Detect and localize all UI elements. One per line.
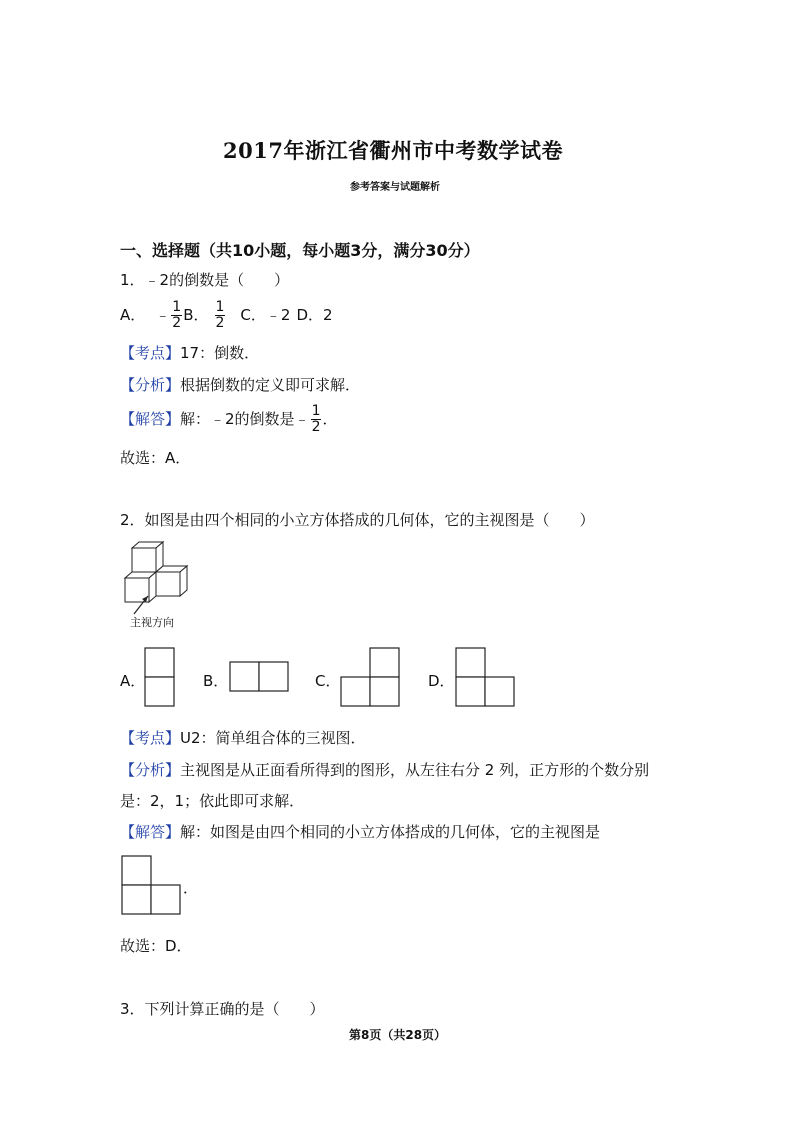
q2-figure-caption: 主视方向 — [130, 616, 174, 629]
q2-option-a-label: A． — [120, 672, 146, 690]
q2-fenxi-line2: 是：2，1；依此即可求解． — [120, 792, 305, 810]
q1-jieda-fraction: $\frac{1}{2}$ — [311, 403, 321, 435]
q1-fenxi-text: 根据倒数的定义即可求解． — [180, 376, 361, 394]
page-title: 2017年浙江省衢州市中考数学试卷 — [223, 138, 563, 163]
q3-stem: 3．下列计算正确的是（ ） — [120, 1000, 325, 1018]
q2-option-c-label: C． — [315, 672, 341, 690]
q1-answer: 故选：A． — [120, 449, 191, 467]
page-subtitle: 参考答案与试题解析 — [350, 182, 440, 193]
q2-jieda-text: 解：如图是由四个相同的小立方体搭成的几何体，它的主视图是 — [180, 823, 601, 841]
q1-kaodian-tag: 【考点】 — [120, 344, 181, 362]
q2-fenxi-tag: 【分析】 — [120, 761, 181, 779]
q2-option-c-figure — [340, 647, 402, 709]
q2-fenxi — [120, 759, 649, 780]
q2-option-d-label: D． — [428, 672, 455, 690]
q1-option-a-label: A． — [120, 306, 146, 324]
section-heading: 一、选择题（共10小题，每小题3分，满分30分） — [120, 241, 480, 260]
q1-options — [120, 297, 333, 333]
q1-fenxi-tag: 【分析】 — [120, 376, 181, 394]
q1-option-b-fraction: $\frac{1}{2}$ — [215, 299, 225, 331]
q2-option-b-label: B． — [203, 672, 229, 690]
q1-jieda-tag: 【解答】 — [120, 410, 181, 428]
q2-jieda-end: ． — [183, 879, 199, 897]
q1-fenxi — [120, 374, 360, 395]
q2-jieda — [120, 821, 600, 842]
q1-option-d: D．2 — [296, 306, 333, 324]
q1-jieda — [120, 401, 338, 437]
page-footer: 第8页（共28页） — [349, 1028, 447, 1042]
q1-stem: 1．﹣2的倒数是（ ） — [120, 271, 290, 289]
q2-stem: 2．如图是由四个相同的小立方体搭成的几何体，它的主视图是（ ） — [120, 511, 595, 529]
q2-option-d-figure — [455, 647, 517, 709]
q1-option-a-fraction: $\frac{1}{2}$ — [172, 299, 182, 331]
q2-option-a-figure — [144, 647, 176, 709]
q1-kaodian — [120, 342, 259, 363]
q1-jieda-end: ． — [322, 410, 338, 428]
q1-jieda-text: 解：﹣2的倒数是﹣ — [180, 410, 310, 428]
q2-kaodian-text: U2：简单组合体的三视图． — [180, 729, 366, 747]
q2-option-b-figure — [229, 661, 291, 693]
q1-option-b-label: B． — [183, 306, 209, 324]
q2-cube-figure — [120, 540, 200, 620]
q2-answer-figure — [121, 855, 183, 917]
q2-kaodian-tag: 【考点】 — [120, 729, 181, 747]
q1-option-c: C．﹣2 — [240, 306, 291, 324]
q1-kaodian-text: 17：倒数． — [180, 344, 260, 362]
q2-jieda-tag: 【解答】 — [120, 823, 181, 841]
q2-kaodian — [120, 727, 366, 748]
q1-neg-sign: ﹣ — [155, 306, 171, 324]
q2-fenxi-line1: 主视图是从正面看所得到的图形，从左往右分 2 列，正方形的个数分别 — [180, 761, 650, 779]
q2-answer: 故选：D． — [120, 937, 192, 955]
